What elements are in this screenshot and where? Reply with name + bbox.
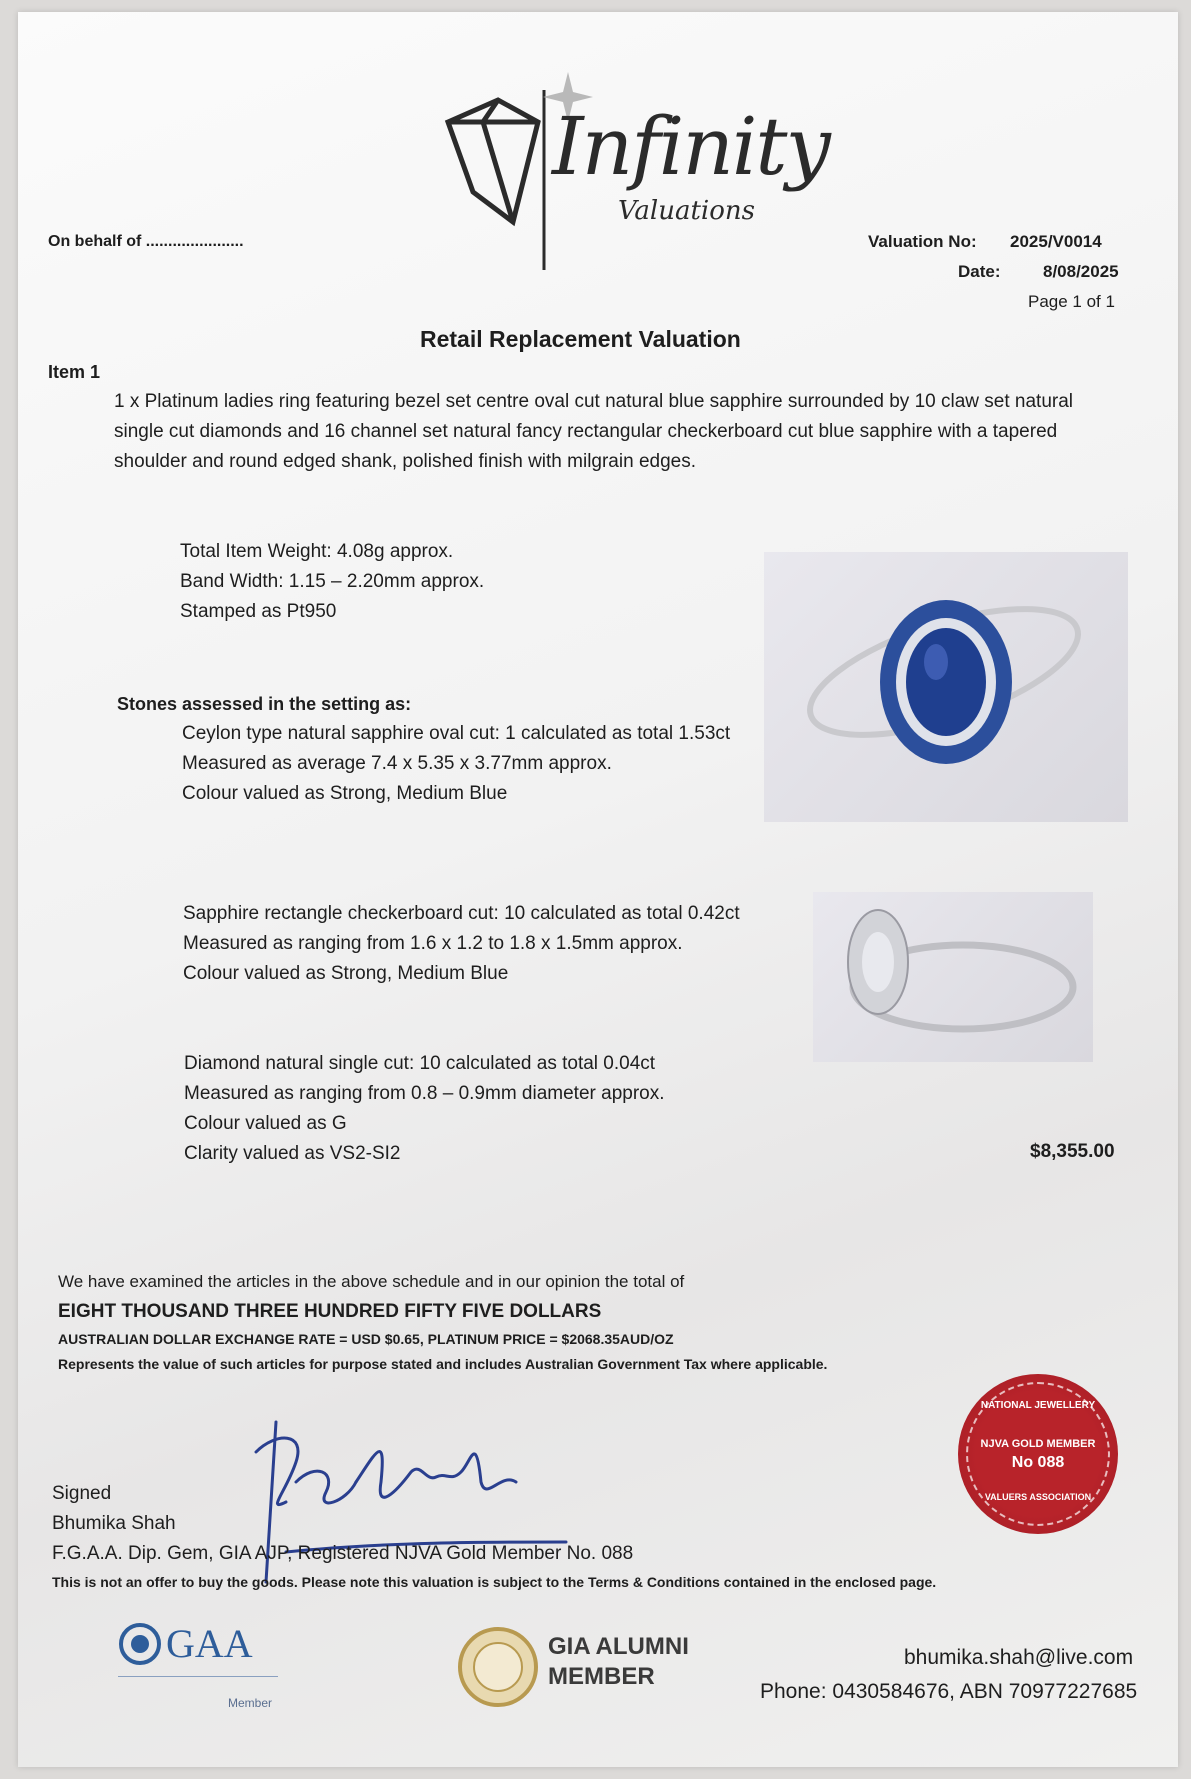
njva-seal	[958, 1374, 1118, 1534]
spec-line: Stamped as Pt950	[180, 601, 337, 622]
item-description-line: shoulder and round edged shank, polished finish with milgrain edges.	[114, 451, 696, 472]
contact-phone: Phone: 0430584676, ABN 70977227685	[760, 1680, 1138, 1703]
gaa-divider	[118, 1676, 278, 1677]
stone-line: Sapphire rectangle checkerboard cut: 10 calculated as total 0.42ct	[183, 903, 740, 924]
item-description-line: single cut diamonds and 16 channel set natural fancy rectangular checkerboard cut blue sapphire with a tapered	[114, 421, 1058, 442]
signer-name: Bhumika Shah	[52, 1513, 176, 1534]
gaa-logo	[118, 1622, 288, 1722]
seal-line-1: NJVA GOLD MEMBER	[980, 1438, 1096, 1450]
logo-wordmark: Infinity	[552, 100, 829, 193]
stone-line: Colour valued as G	[184, 1113, 347, 1134]
disclaimer: This is not an offer to buy the goods. Please note this valuation is subject to the Terms & Conditions contained in the enclosed page.	[52, 1574, 937, 1590]
exchange-rates: AUSTRALIAN DOLLAR EXCHANGE RATE = USD $0.65, PLATINUM PRICE = $2068.35AUD/OZ	[58, 1331, 674, 1347]
stone-line: Measured as average 7.4 x 5.35 x 3.77mm approx.	[182, 753, 612, 774]
gaa-member-label: Member	[228, 1696, 273, 1710]
gia-alumni-logo	[456, 1617, 696, 1717]
date-label: Date:	[958, 262, 1001, 281]
amount-in-words: EIGHT THOUSAND THREE HUNDRED FIFTY FIVE DOLLARS	[58, 1301, 602, 1322]
stone-line: Measured as ranging from 1.6 x 1.2 to 1.8 x 1.5mm approx.	[183, 933, 683, 954]
date-value: 8/08/2025	[1043, 262, 1119, 281]
signed-label: Signed	[52, 1483, 112, 1504]
valuation-no-label: Valuation No:	[868, 232, 977, 251]
gia-line-1: GIA ALUMNI	[548, 1633, 689, 1660]
stone-line: Colour valued as Strong, Medium Blue	[183, 963, 509, 984]
ring-top-icon	[764, 552, 1128, 822]
seal-top-arc: NATIONAL JEWELLERY	[980, 1400, 1096, 1411]
stone-line: Ceylon type natural sapphire oval cut: 1 calculated as total 1.53ct	[182, 723, 731, 744]
ring-photo-top	[764, 552, 1128, 822]
seal-line-2: No 088	[1011, 1454, 1065, 1471]
contact-email: bhumika.shah@live.com	[904, 1646, 1134, 1669]
document-title: Retail Replacement Valuation	[420, 326, 741, 352]
stone-line: Measured as ranging from 0.8 – 0.9mm diameter approx.	[184, 1083, 665, 1104]
company-logo	[428, 72, 828, 272]
stone-line: Colour valued as Strong, Medium Blue	[182, 783, 508, 804]
value-note: Represents the value of such articles for purpose stated and includes Australian Government Tax where applicable.	[58, 1356, 828, 1372]
on-behalf-of: On behalf of ......................	[48, 233, 244, 250]
stone-line: Clarity valued as VS2-SI2	[184, 1143, 401, 1164]
signer-credentials: F.G.A.A. Dip. Gem, GIA AJP, Registered NJVA Gold Member No. 088	[52, 1543, 634, 1564]
logo-subtitle: Valuations	[618, 196, 755, 226]
seal-bottom-arc: VALUERS ASSOCIATION	[984, 1492, 1092, 1502]
gia-line-2: MEMBER	[548, 1663, 655, 1690]
gaa-emblem-icon	[118, 1622, 162, 1666]
page-indicator: Page 1 of 1	[1028, 292, 1115, 311]
item-description-line: 1 x Platinum ladies ring featuring bezel set centre oval cut natural blue sapphire surrounded by 10 claw set natural	[114, 391, 1073, 412]
valuation-document	[18, 12, 1178, 1767]
gia-seal-icon	[456, 1625, 540, 1709]
stone-line: Diamond natural single cut: 10 calculated as total 0.04ct	[184, 1053, 656, 1074]
ring-side-icon	[813, 892, 1093, 1062]
summary-line: We have examined the articles in the above schedule and in our opinion the total of	[58, 1272, 685, 1291]
ring-photo-side	[813, 892, 1093, 1062]
valuation-no-value: 2025/V0014	[1010, 232, 1102, 251]
gaa-wordmark: GAA	[166, 1621, 253, 1666]
item-label: Item 1	[48, 362, 101, 382]
stones-heading: Stones assessed in the setting as:	[117, 694, 412, 714]
spec-line: Total Item Weight: 4.08g approx.	[180, 541, 454, 562]
spec-line: Band Width: 1.15 – 2.20mm approx.	[180, 571, 485, 592]
item-price: $8,355.00	[1030, 1141, 1115, 1162]
